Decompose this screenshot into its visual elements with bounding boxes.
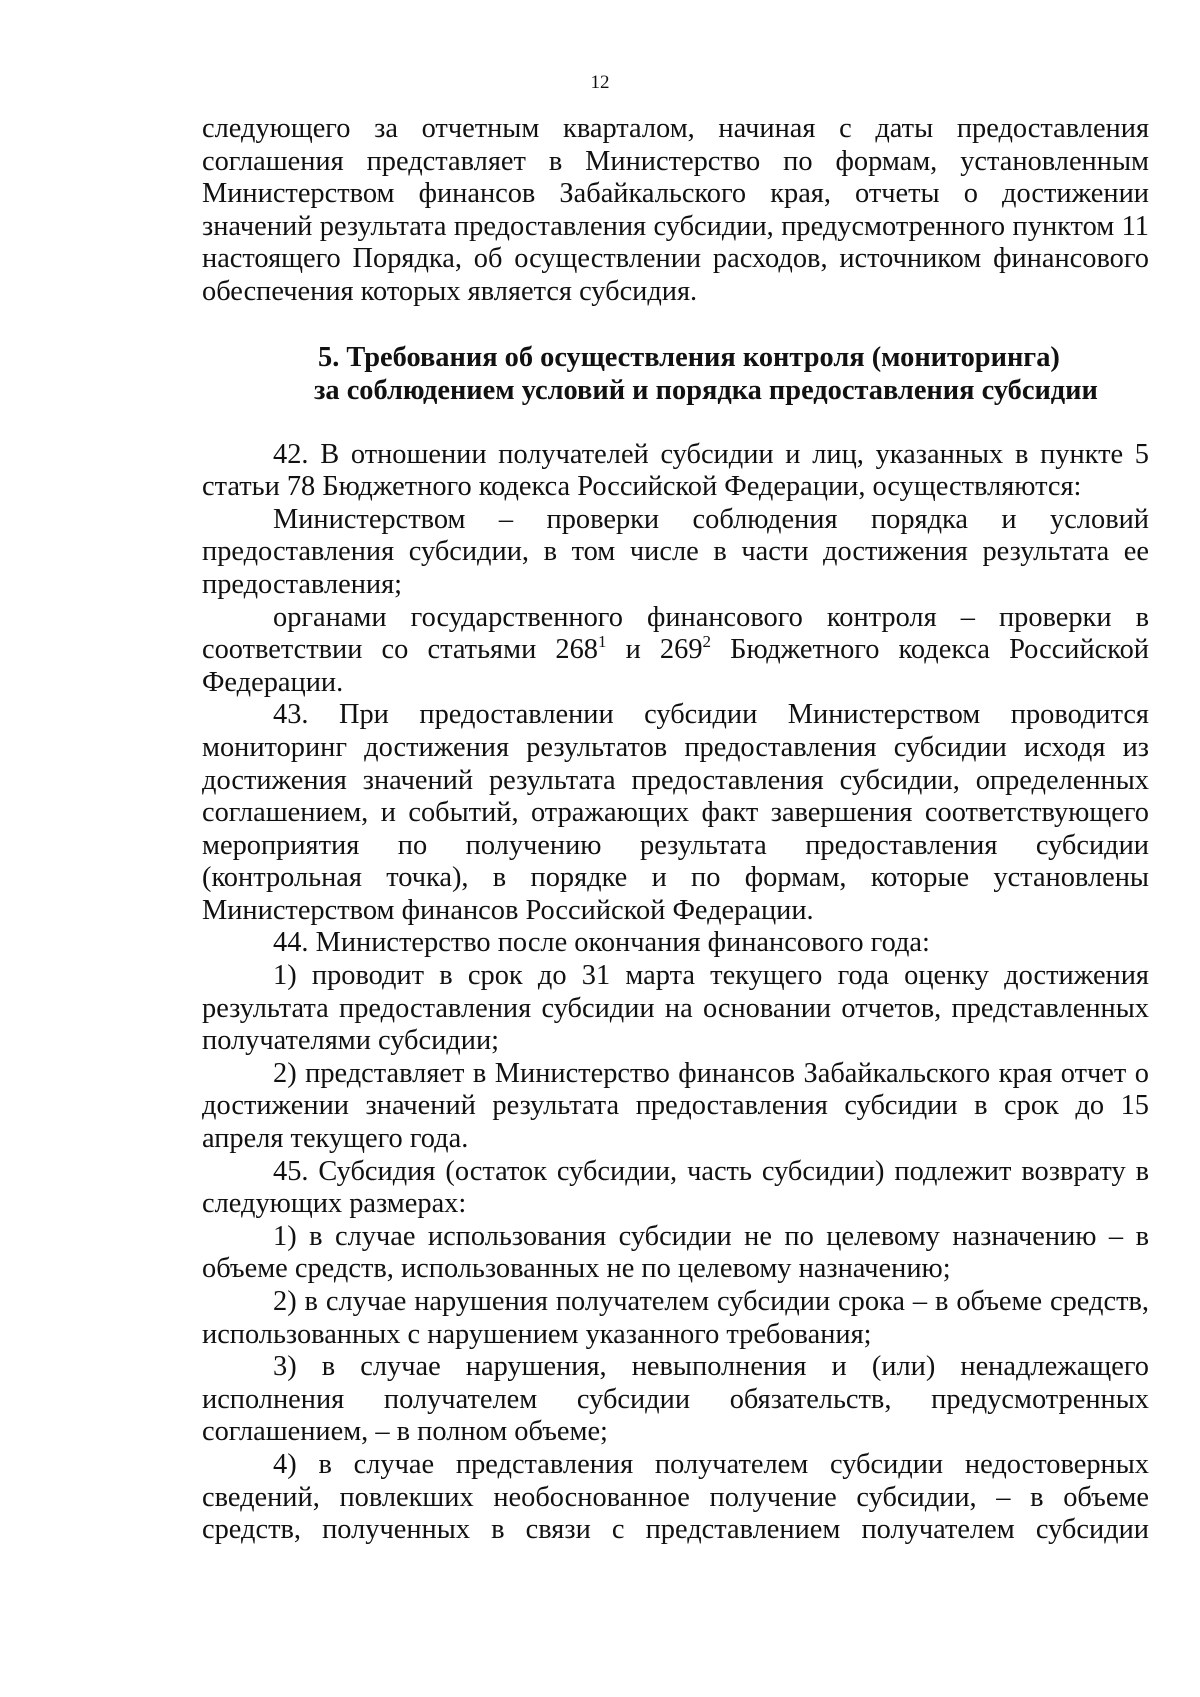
control-text-a: органами государственного финансового контроля – проверки в соответствии со статьями 268 <box>202 601 1149 666</box>
paragraph-45-item-1: 1) в случае использования субсидии не по целевому назначению – в объеме средств, использованных не по целевому назначению; <box>202 1220 1149 1285</box>
paragraph-42-control <box>202 602 1149 700</box>
page-number: 12 <box>590 72 610 93</box>
paragraph-42-ministry: Министерством – проверки соблюдения порядка и условий предоставления субсидии, в том числе в части достижения результата ее предоставления; <box>202 503 1149 600</box>
superscript-1: 1 <box>597 632 607 652</box>
paragraph-45-item-3: 3) в случае нарушения, невыполнения и (или) ненадлежащего исполнения получателем субсидии обязательств, предусмотренных соглашением, – в полном объеме; <box>202 1351 1149 1448</box>
section-heading <box>202 341 1149 407</box>
section-title-line-1: 5. Требования об осуществления контроля (мониторинга) <box>318 341 1060 373</box>
superscript-2: 2 <box>702 632 712 652</box>
paragraph-45-item-4: 4) в случае представления получателем субсидии недостоверных сведений, повлекших необоснованное получение субсидии, – в объеме средств, полученных в связи с представлением получателем субсидии <box>202 1448 1149 1546</box>
paragraph-44-item-2: 2) представляет в Министерство финансов Забайкальского края отчет о достижении значений результата предоставления субсидии в срок до 15 апреля текущего года. <box>202 1057 1149 1155</box>
paragraph-42: 42. В отношении получателей субсидии и лиц, указанных в пункте 5 статьи 78 Бюджетного кодекса Российской Федерации, осуществляются: <box>202 438 1149 503</box>
document-body <box>202 113 1149 1547</box>
paragraph-44: 44. Министерство после окончания финансового года: <box>273 927 930 959</box>
paragraph-44-item-1: 1) проводит в срок до 31 марта текущего года оценку достижения результата предоставления субсидии на основании отчетов, представленных получателями субсидии; <box>202 960 1149 1057</box>
intro-paragraph: следующего за отчетным кварталом, начиная с даты предоставления соглашения представляет в Министерство по формам, установленным Министерством финансов Забайкальского края, отчеты о достижении значений результата предоставления субсидии, предусмотренного пунктом 11 настоящего Порядка, об осуществлении расходов, источником финансового обеспечения которых является субсидия. <box>202 113 1149 307</box>
control-text-c: Бюджетного кодекса Российской Федерации. <box>202 634 1150 698</box>
section-title-line-2: за соблюдением условий и порядка предоставления субсидии <box>314 374 1098 406</box>
control-text-b: и 269 <box>606 634 703 666</box>
paragraph-43: 43. При предоставлении субсидии Министерством проводится мониторинг достижения результатов предоставления субсидии исходя из достижения значений результата предоставления субсидии, определенных соглашением, и событий, отражающих факт завершения соответствующего мероприятия по получению результата предоставления субсидии (контрольная точка), в порядке и по формам, которые установлены Министерством финансов Российской Федерации. <box>202 699 1149 926</box>
paragraph-45: 45. Субсидия (остаток субсидии, часть субсидии) подлежит возврату в следующих размерах: <box>202 1155 1149 1220</box>
paragraph-45-item-2: 2) в случае нарушения получателем субсидии срока – в объеме средств, использованных с нарушением указанного требования; <box>202 1286 1149 1350</box>
